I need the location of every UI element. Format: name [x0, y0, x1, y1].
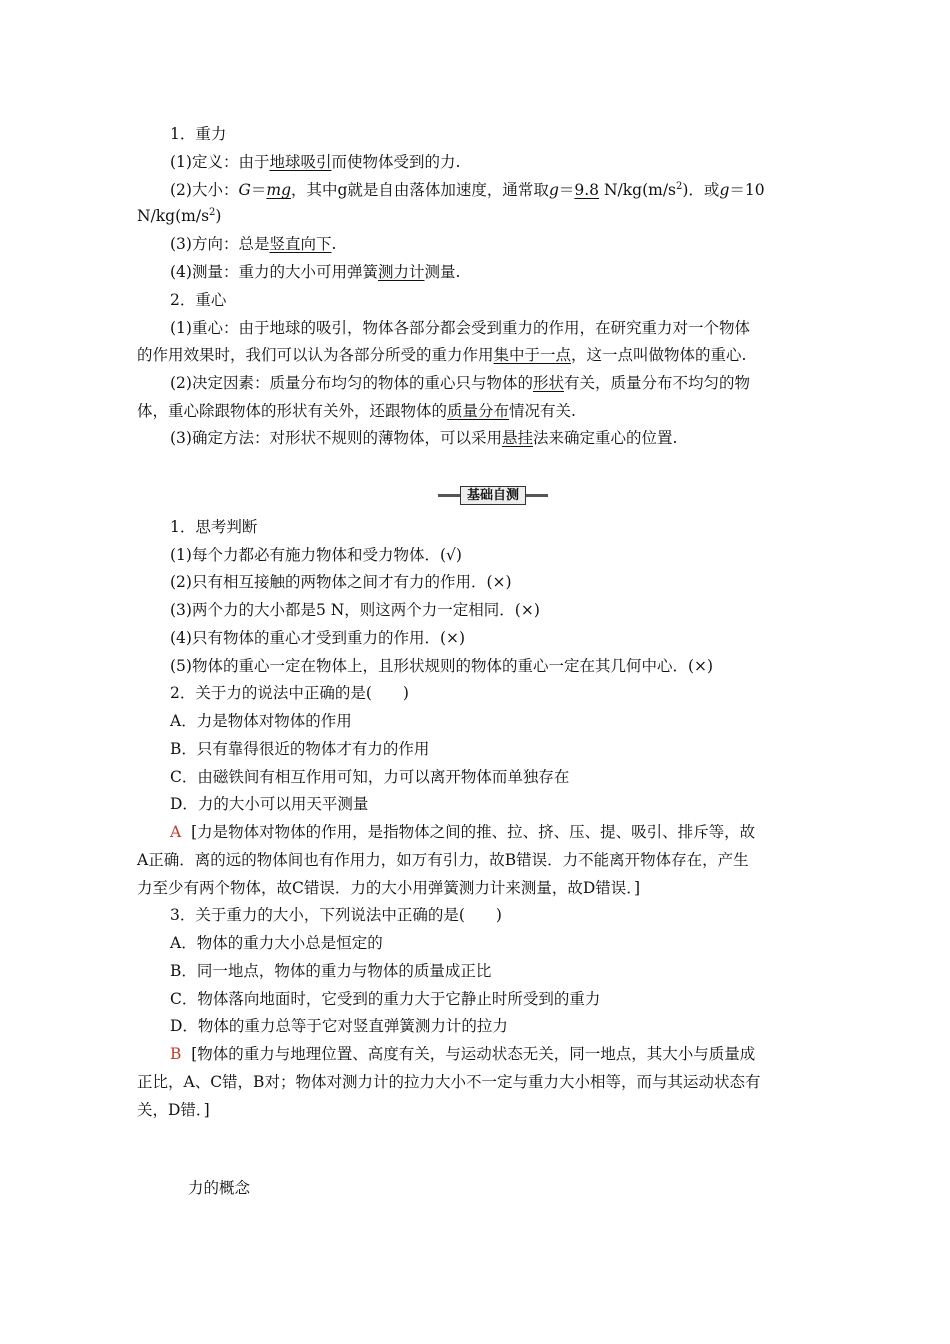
text: )．或	[682, 181, 720, 199]
section-title: 力的概念	[188, 1179, 251, 1197]
q3-stem: 3．关于重力的大小，下列说法中正确的是( )	[170, 906, 502, 924]
text: 法来确定重心的位置.	[532, 429, 678, 447]
text: (2)决定因素：质量分布均匀的物体的重心只与物体的	[170, 374, 533, 392]
q2-option: B．只有靠得很近的物体才有力的作用	[170, 740, 430, 758]
text: 有关，质量分布不均匀的物	[563, 374, 750, 392]
center-p2-line1	[170, 373, 750, 393]
q2-explanation-line2: A正确．离的远的物体间也有作用力，如万有引力，故B错误．力不能离开物体存在，产生	[137, 851, 749, 869]
underlined-answer: 集中于一点	[493, 346, 572, 364]
text: ＝	[558, 181, 575, 199]
gravity-size-cont	[137, 206, 221, 226]
q2-option: C．由磁铁间有相互作用可知，力可以离开物体而单独存在	[170, 768, 570, 786]
q1-item: (5)物体的重心一定在物体上，且形状规则的物体的重心一定在其几何中心．(×)	[170, 657, 714, 675]
text: 测量.	[424, 263, 461, 281]
superscript: 2	[676, 180, 683, 192]
answer-letter: A	[170, 823, 182, 841]
q3-explanation-line1	[170, 1044, 755, 1064]
text: (3)确定方法：对形状不规则的薄物体，可以采用	[170, 429, 502, 447]
symbol-g-upper: G	[238, 181, 251, 199]
center-heading: 2．重心	[170, 291, 227, 309]
text: N/kg(m/s	[137, 207, 210, 225]
center-p1-line2	[137, 345, 746, 365]
banner-label: 基础自测	[460, 486, 526, 505]
underlined-answer: 地球吸引	[269, 153, 332, 171]
underlined-answer: 质量分布	[447, 402, 510, 420]
q2-explanation-line1	[170, 822, 755, 842]
text: 而使物体受到的力.	[331, 153, 461, 171]
q2-explanation-line3: 力至少有两个物体，故C错误．力的大小用弹簧测力计来测量，故D错误．]	[137, 879, 641, 897]
gravity-measure	[170, 262, 460, 282]
text: [物体的重力与地理位置、高度有关，与运动状态无关，同一地点，其大小与质量成	[191, 1045, 756, 1063]
underlined-answer: mg	[266, 181, 291, 199]
q1-item: (4)只有物体的重心才受到重力的作用．(×)	[170, 629, 466, 647]
q1-item: (1)每个力都必有施力物体和受力物体．(√)	[170, 546, 462, 564]
text: ，其中g就是自由落体加速度，通常取	[291, 181, 549, 199]
q2-option: D．力的大小可以用天平测量	[170, 795, 369, 813]
text: (1)定义：由于	[170, 153, 270, 171]
gravity-size	[170, 180, 765, 200]
q2-option: A．力是物体对物体的作用	[170, 712, 352, 730]
text: 体，重心除跟物体的形状有关外，还跟物体的	[137, 402, 448, 420]
symbol-g: g	[719, 181, 730, 199]
text: [力是物体对物体的作用，是指物体之间的推、拉、挤、压、提、吸引、排斥等，故	[191, 823, 756, 841]
text: N/kg(m/s	[599, 181, 676, 199]
text: 情况有关.	[509, 402, 576, 420]
q3-option: C．物体落向地面时，它受到的重力大于它静止时所受到的重力	[170, 990, 601, 1008]
text: 的作用效果时，我们可以认为各部分所受的重力作用	[137, 346, 494, 364]
banner-rule-left	[438, 494, 460, 497]
q3-explanation-line2: 正比，A、C错，B对；物体对测力计的拉力大小不一定与重力大小相等，而与其运动状态有	[137, 1073, 761, 1091]
text: (4)测量：重力的大小可用弹簧	[170, 263, 378, 281]
answer-letter: B	[170, 1045, 182, 1063]
gravity-direction	[170, 234, 336, 254]
text: )	[215, 207, 222, 225]
q1-item: (2)只有相互接触的两物体之间才有力的作用．(×)	[170, 573, 512, 591]
underlined-answer: 形状	[532, 374, 564, 392]
section-banner	[438, 485, 548, 505]
gravity-heading: 1．重力	[170, 125, 227, 143]
text: (2)大小：	[170, 181, 239, 199]
q2-stem: 2．关于力的说法中正确的是( )	[170, 684, 409, 702]
superscript: 2	[209, 206, 216, 218]
q3-option: D．物体的重力总等于它对竖直弹簧测力计的拉力	[170, 1017, 508, 1035]
q1-item: (3)两个力的大小都是5 N，则这两个力一定相同．(×)	[170, 601, 540, 619]
underlined-answer: 悬挂	[501, 429, 533, 447]
gravity-definition	[170, 152, 460, 172]
text: (3)方向：总是	[170, 235, 270, 253]
banner-rule-right	[526, 494, 548, 497]
center-p2-line2	[137, 401, 576, 421]
underlined-answer: 测力计	[377, 263, 425, 281]
text: ，这一点叫做物体的重心.	[571, 346, 747, 364]
q1-heading: 1．思考判断	[170, 518, 258, 536]
center-p3	[170, 428, 677, 448]
text: ＝10	[729, 181, 765, 199]
q3-option: A．物体的重力大小总是恒定的	[170, 934, 383, 952]
underlined-answer: 9.8	[574, 181, 600, 199]
symbol-g: g	[548, 181, 559, 199]
center-p1-line1: (1)重心：由于地球的吸引，物体各部分都会受到重力的作用，在研究重力对一个物体	[170, 319, 750, 337]
q3-explanation-line3: 关，D错．]	[137, 1101, 210, 1119]
underlined-answer: 竖直向下	[269, 235, 332, 253]
text: ＝	[250, 181, 267, 199]
text: .	[331, 235, 337, 253]
q3-option: B．同一地点，物体的重力与物体的质量成正比	[170, 962, 492, 980]
